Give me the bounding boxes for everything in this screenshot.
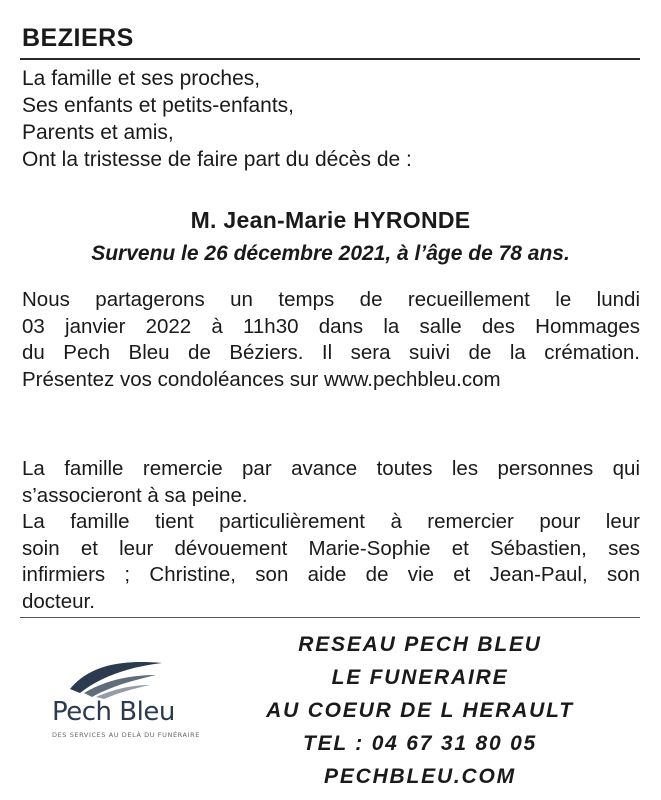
thanks-line: soin et leur dévouement Marie-Sophie et Sébastien, ses [22,536,640,560]
top-divider [20,58,640,60]
deceased-name: M. Jean-Marie HYRONDE [190,207,471,233]
thanks-line: infirmiers ; Christine, son aide de vie et Jean-Paul, son [22,563,640,586]
contact-block [210,628,630,793]
contact-line: LE FUNERAIRE [331,666,509,689]
ceremony-paragraph [22,287,640,393]
contact-line: RESEAU PECH BLEU [298,633,542,656]
deceased-subline: Survenu le 26 décembre 2021, à l’âge de 78 ans. [91,242,570,265]
ceremony-line: du Pech Bleu de Béziers. Il sera suivi de la crémation. [22,341,640,364]
page-title: BEZIERS [22,24,134,52]
intro-block [22,65,412,173]
contact-website: PECHBLEU.COM [324,765,516,788]
contact-line: AU COEUR DE L HERAULT [266,699,574,722]
intro-line: Ont la tristesse de faire part du décès de : [22,148,412,171]
bottom-divider [20,617,640,618]
thanks-line: La famille remercie par avance toutes les personnes qui [22,457,640,480]
ceremony-line: Présentez vos condoléances sur www.pechbleu.com [22,367,501,391]
intro-line: La famille et ses proches, [22,67,261,90]
thanks-line: La famille tient particulièrement à remercier pour leur [22,510,640,533]
intro-line: Ses enfants et petits-enfants, [22,94,294,117]
contact-phone: TEL : 04 67 31 80 05 [302,732,538,755]
pech-bleu-logo [38,655,198,755]
intro-line: Parents et amis, [22,121,174,144]
thanks-line: docteur. [22,589,95,613]
thanks-paragraph [22,456,640,615]
ceremony-line: Nous partagerons un temps de recueillement le lundi [22,288,640,311]
ceremony-line: 03 janvier 2022 à 11h30 dans la salle des Hommages [22,314,640,338]
thanks-line: s’associeront à sa peine. [22,483,248,507]
logo-tagline: DES SERVICES AU DELÀ DU FUNÉRAIRE [52,731,200,739]
bird-icon [66,655,166,700]
logo-wordmark: Pech Bleu [52,697,175,727]
